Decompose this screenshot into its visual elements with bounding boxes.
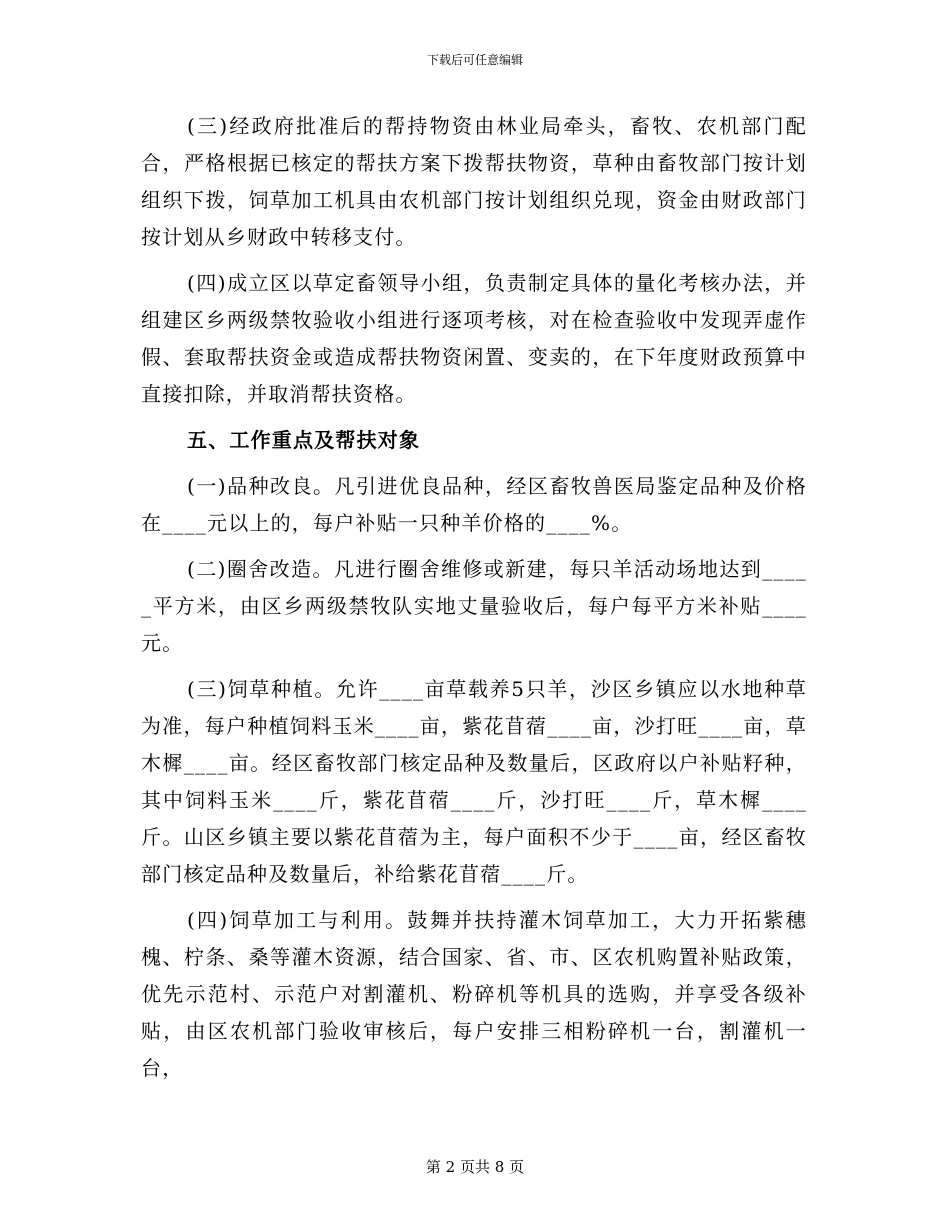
item-forage-planting: (三)饲草种植。允许____亩草载养5只羊，沙区乡镇应以水地种草为准，每户种植饲料玉米____亩，紫花苜蓿____亩，沙打旺____亩，草木樨____亩。经区畜牧部门核定品种及数量后，区政府以户补贴籽种，其中饲料玉米____斤，紫花苜蓿____斤，沙打旺____斤，草木樨____斤。山区乡镇主要以紫花苜蓿为主，每户面积不少于____亩，经区畜牧部门核定品种及数量后，补给紫花苜蓿____斤。 (141, 677, 807, 886)
page-footer: 第 2 页共 8 页 (425, 1158, 525, 1176)
item-pen-renovation: (二)圈舍改造。凡进行圈舍维修或新建，每只羊活动场地达到_____平方米，由区乡两级禁牧队实地丈量验收后，每户每平方米补贴____元。 (141, 557, 807, 655)
paragraph-4: (四)成立区以草定畜领导小组，负责制定具体的量化考核办法，并组建区乡两级禁牧验收小组进行逐项考核，对在检查验收中发现弄虚作假、套取帮扶资金或造成帮扶物资闲置、变卖的，在下年度财政预算中直接扣除，并取消帮扶资格。 (141, 271, 807, 406)
item-breed-improvement: (一)品种改良。凡引进优良品种，经区畜牧兽医局鉴定品种及价格在____元以上的，每户补贴一只种羊价格的____%。 (141, 474, 807, 535)
page-header: 下载后可任意编辑 (426, 53, 523, 67)
document-body (141, 108, 807, 1087)
paragraph-3: (三)经政府批准后的帮持物资由林业局牵头，畜牧、农机部门配合，严格根据已核定的帮扶方案下拨帮扶物资，草种由畜牧部门按计划组织下拨，饲草加工机具由农机部门按计划组织兑现，资金由财政部门按计划从乡财政中转移支付。 (141, 114, 807, 249)
item-forage-processing: (四)饲草加工与利用。鼓舞并扶持灌木饲草加工，大力开拓紫穗槐、柠条、桑等灌木资源，结合国家、省、市、区农机购置补贴政策，优先示范村、示范户对割灌机、粉碎机等机具的选购，并享受各级补贴，由区农机部门验收审核后，每户安排三相粉碎机一台，割灌机一台， (141, 908, 807, 1080)
section-heading-5: 五、工作重点及帮扶对象 (187, 428, 421, 452)
